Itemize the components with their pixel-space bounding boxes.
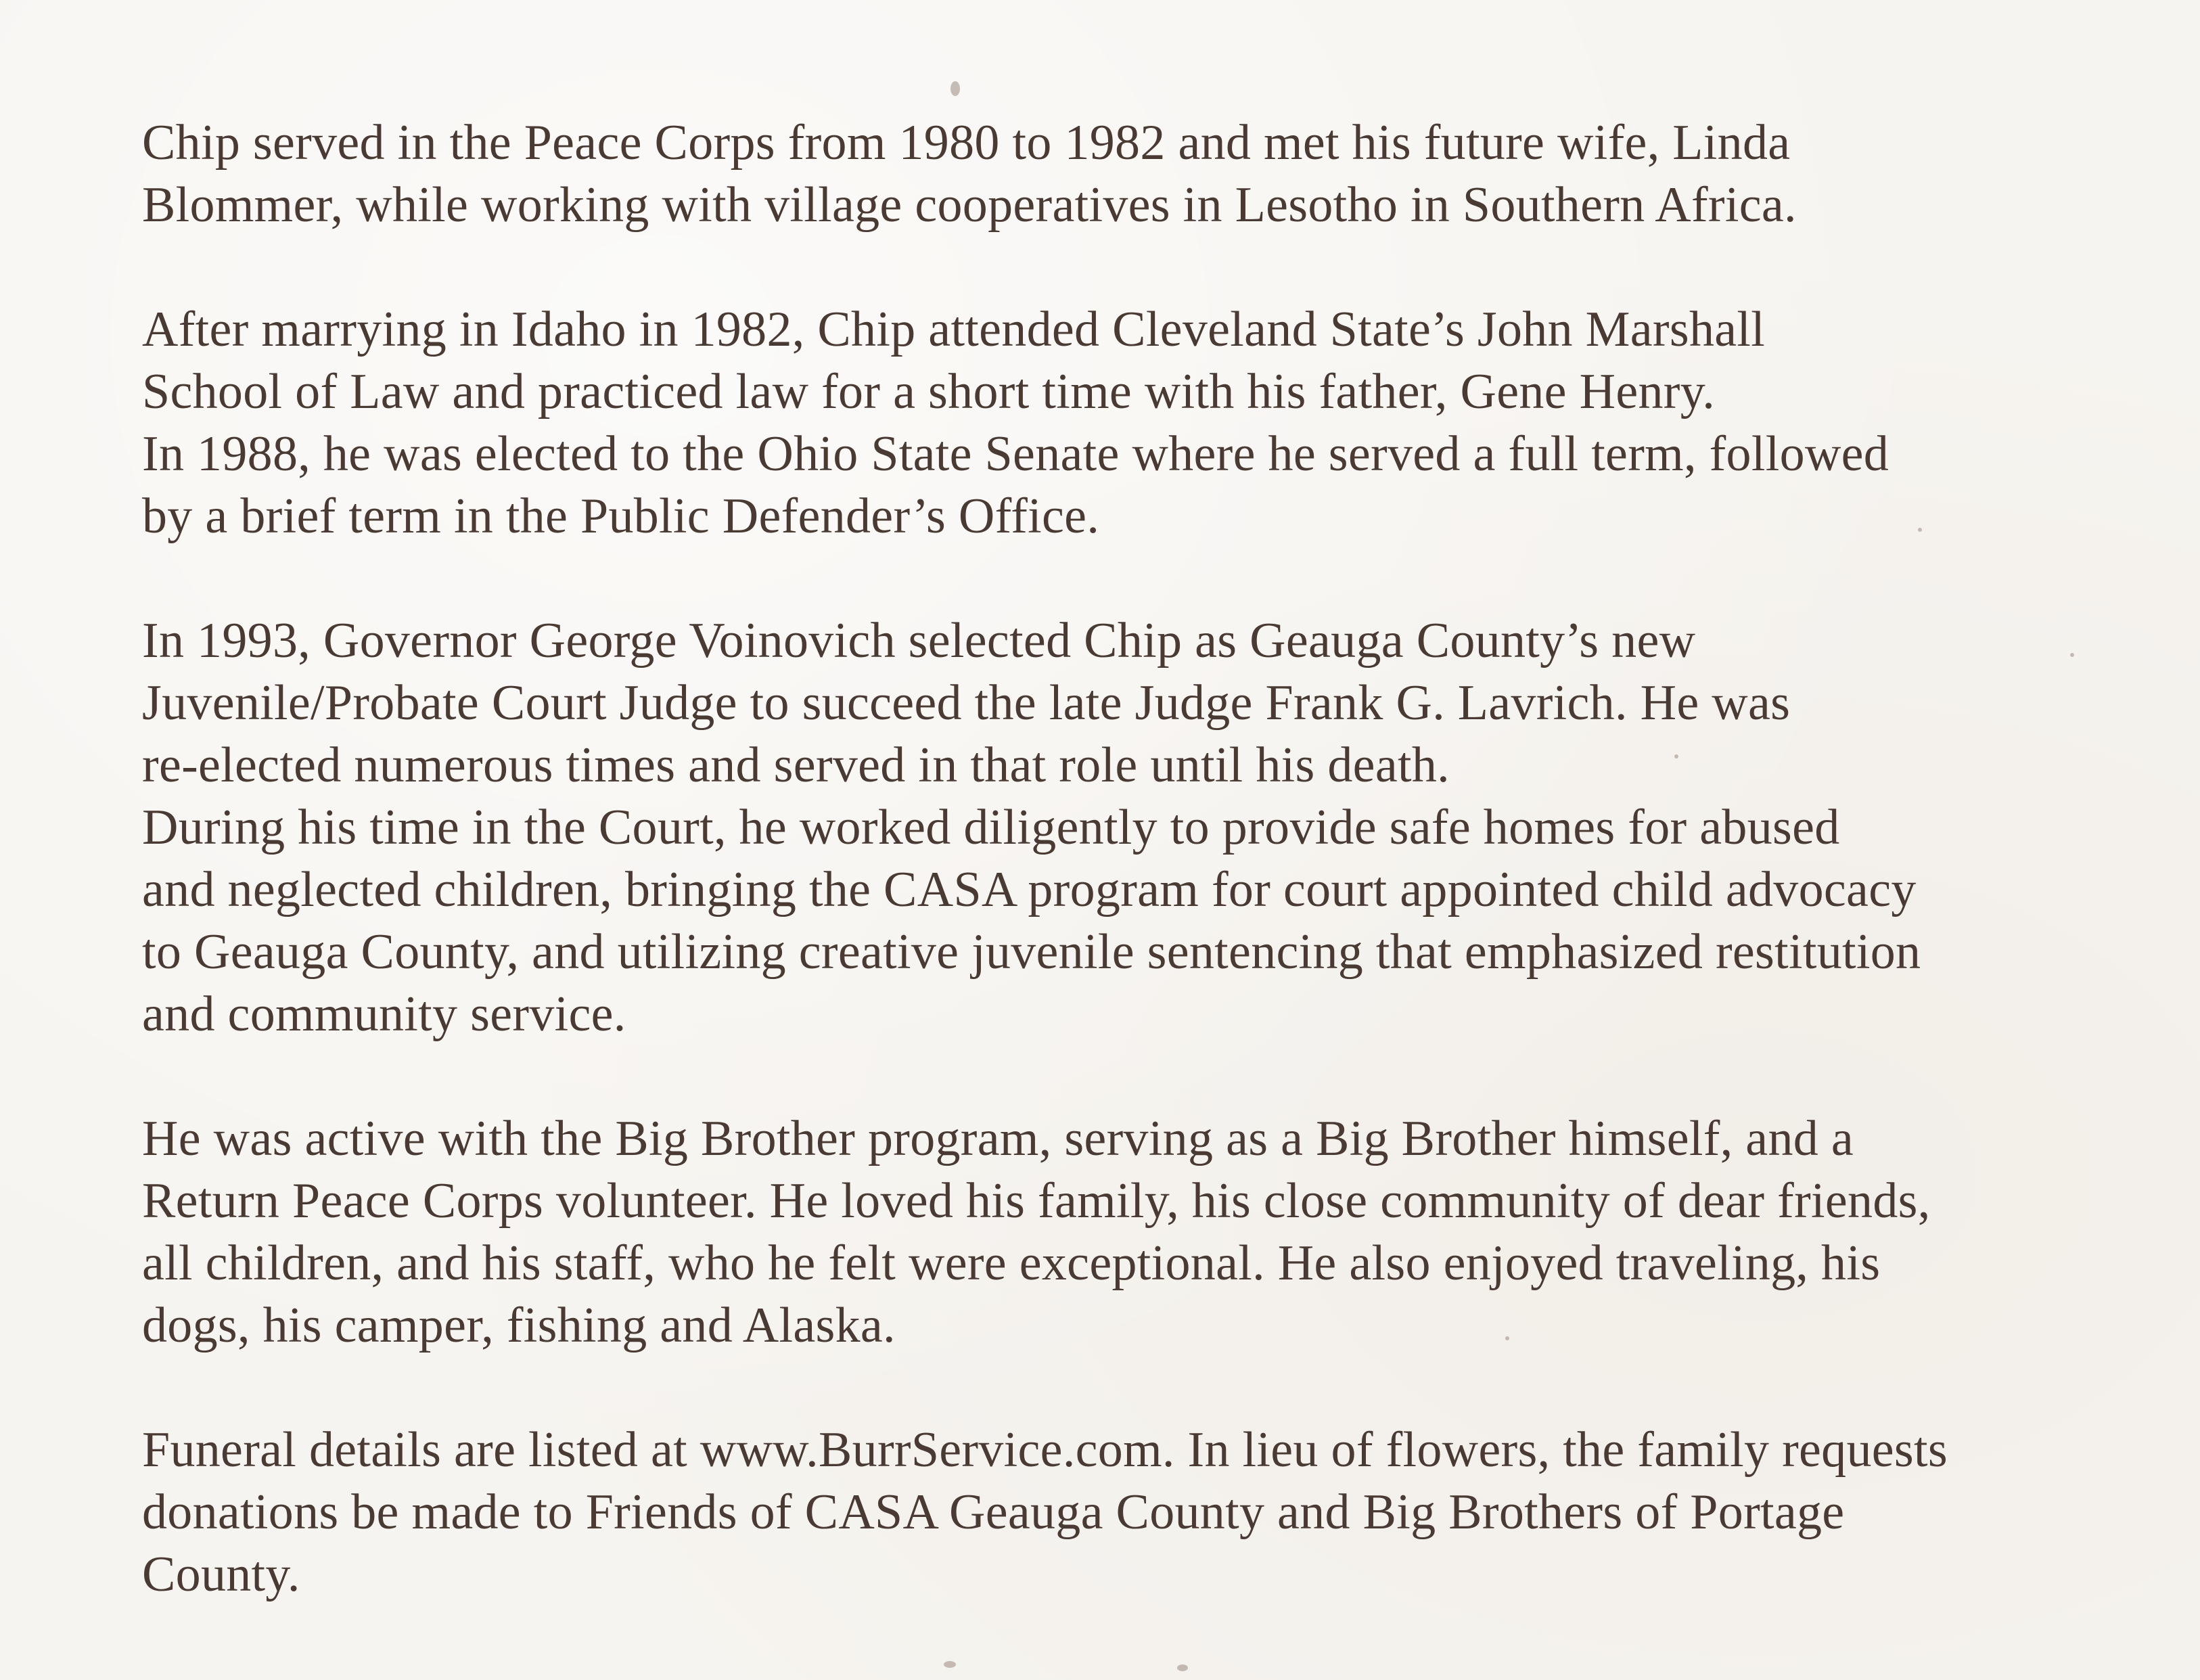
text-line: donations be made to Friends of CASA Geauga County and Big Brothers of Portage <box>142 1484 1845 1540</box>
paper-speck <box>944 1661 956 1668</box>
text-line: re-elected numerous times and served in that role until his death. <box>142 737 1450 793</box>
paper-speck <box>2070 653 2074 657</box>
paper-speck <box>1674 754 1678 758</box>
paragraph-law-career <box>142 298 2145 547</box>
text-line: In 1988, he was elected to the Ohio State Senate where he served a full term, followed <box>142 426 1889 482</box>
paper-speck <box>1177 1664 1188 1671</box>
text-line: School of Law and practiced law for a short time with his father, Gene Henry. <box>142 364 1716 419</box>
paragraph-funeral-details <box>142 1419 2145 1606</box>
text-line: Funeral details are listed at www.BurrService.com. In lieu of flowers, the family requests <box>142 1422 1948 1478</box>
text-line: In 1993, Governor George Voinovich selected Chip as Geauga County’s new <box>142 613 1696 668</box>
paragraph-peace-corps <box>142 112 2145 236</box>
text-line: and neglected children, bringing the CASA program for court appointed child advocacy <box>142 862 1917 917</box>
text-line: He was active with the Big Brother program, serving as a Big Brother himself, and a <box>142 1111 1854 1166</box>
obituary-text <box>142 112 2145 1668</box>
text-line: to Geauga County, and utilizing creative juvenile sentencing that emphasized restitution <box>142 924 1921 980</box>
text-line: by a brief term in the Public Defender’s Office. <box>142 489 1100 544</box>
text-line: During his time in the Court, he worked diligently to provide safe homes for abused <box>142 800 1840 855</box>
paper-speck <box>1505 1336 1509 1340</box>
text-line: County. <box>142 1547 300 1602</box>
text-line: Chip served in the Peace Corps from 1980 to 1982 and met his future wife, Linda <box>142 115 1791 171</box>
text-line: After marrying in Idaho in 1982, Chip attended Cleveland State’s John Marshall <box>142 302 1766 357</box>
text-line: Juvenile/Probate Court Judge to succeed the late Judge Frank G. Lavrich. He was <box>142 675 1791 731</box>
text-line: and community service. <box>142 986 626 1042</box>
text-line: all children, and his staff, who he felt were exceptional. He also enjoyed traveling, his <box>142 1235 1881 1291</box>
paper-speck <box>950 81 960 96</box>
paragraph-community <box>142 1108 2145 1357</box>
paragraph-judgeship <box>142 610 2145 1045</box>
paper-speck <box>1918 528 1922 532</box>
text-line: Return Peace Corps volunteer. He loved his family, his close community of dear friends, <box>142 1173 1931 1229</box>
text-line: Blommer, while working with village cooperatives in Lesotho in Southern Africa. <box>142 177 1797 233</box>
text-line: dogs, his camper, fishing and Alaska. <box>142 1298 896 1353</box>
